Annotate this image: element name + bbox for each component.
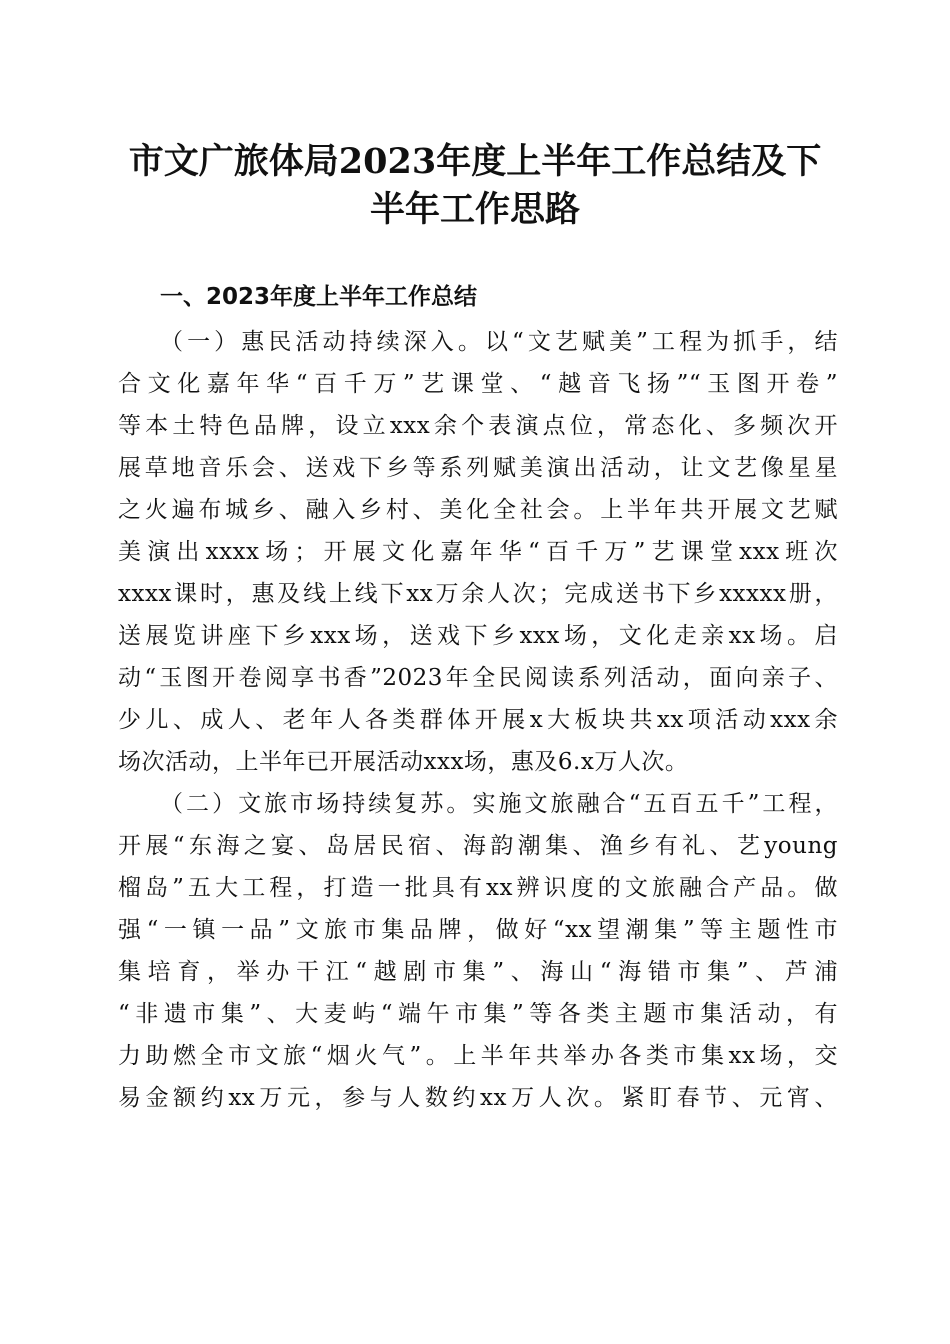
paragraph-2-line-7: 力助燃全市文旅“烟火气”。上半年共举办各类市集xx场，交 [118, 1043, 838, 1069]
paragraph-2-line-2: 开展“东海之宴、岛居民宿、海韵潮集、渔乡有礼、艺young [118, 833, 838, 859]
paragraph-1-line-11: 场次活动，上半年已开展活动xxx场，惠及6.x万人次。 [118, 749, 689, 775]
section-heading: 一、2023年度上半年工作总结 [160, 284, 478, 310]
paragraph-2-line-5: 集培育，举办干江“越剧市集”、海山“海错市集”、芦浦 [118, 959, 838, 985]
paragraph-1-line-4: 展草地音乐会、送戏下乡等系列赋美演出活动，让文艺像星星 [118, 455, 838, 481]
paragraph-2-line-1: （二）文旅市场持续复苏。实施文旅融合“五百五千”工程， [160, 791, 838, 817]
paragraph-1-line-8: 送展览讲座下乡xxx场，送戏下乡xxx场，文化走亲xx场。启 [118, 623, 838, 649]
paragraph-2-line-3: 榴岛”五大工程，打造一批具有xx辨识度的文旅融合产品。做 [118, 875, 838, 901]
body-text [118, 325, 838, 1123]
paragraph-1-line-2: 合文化嘉年华“百千万”艺课堂、“越音飞扬”“玉图开卷” [118, 371, 838, 397]
paragraph-2-line-6: “非遗市集”、大麦屿“端午市集”等各类主题市集活动，有 [118, 1001, 838, 1027]
paragraph-1-line-1: （一）惠民活动持续深入。以“文艺赋美”工程为抓手，结 [160, 329, 838, 355]
paragraph-1-line-10: 少儿、成人、老年人各类群体开展x大板块共xx项活动xxx余 [118, 707, 838, 733]
paragraph-1-line-3: 等本土特色品牌，设立xxx余个表演点位，常态化、多频次开 [118, 413, 838, 439]
paragraph-2-line-8: 易金额约xx万元，参与人数约xx万人次。紧盯春节、元宵、 [118, 1085, 838, 1111]
paragraph-1-line-5: 之火遍布城乡、融入乡村、美化全社会。上半年共开展文艺赋 [118, 497, 838, 523]
paragraph-1-line-9: 动“玉图开卷阅享书香”2023年全民阅读系列活动，面向亲子、 [118, 665, 838, 691]
paragraph-1-line-7: xxxx课时，惠及线上线下xx万余人次；完成送书下乡xxxxx册， [118, 581, 838, 607]
paragraph-1-line-6: 美演出xxxx场；开展文化嘉年华“百千万”艺课堂xxx班次 [118, 539, 838, 565]
document-title: 市文广旅体局2023年度上半年工作总结及下半年工作思路 [128, 141, 822, 230]
paragraph-2-line-4: 强“一镇一品”文旅市集品牌，做好“xx望潮集”等主题性市 [118, 917, 838, 943]
